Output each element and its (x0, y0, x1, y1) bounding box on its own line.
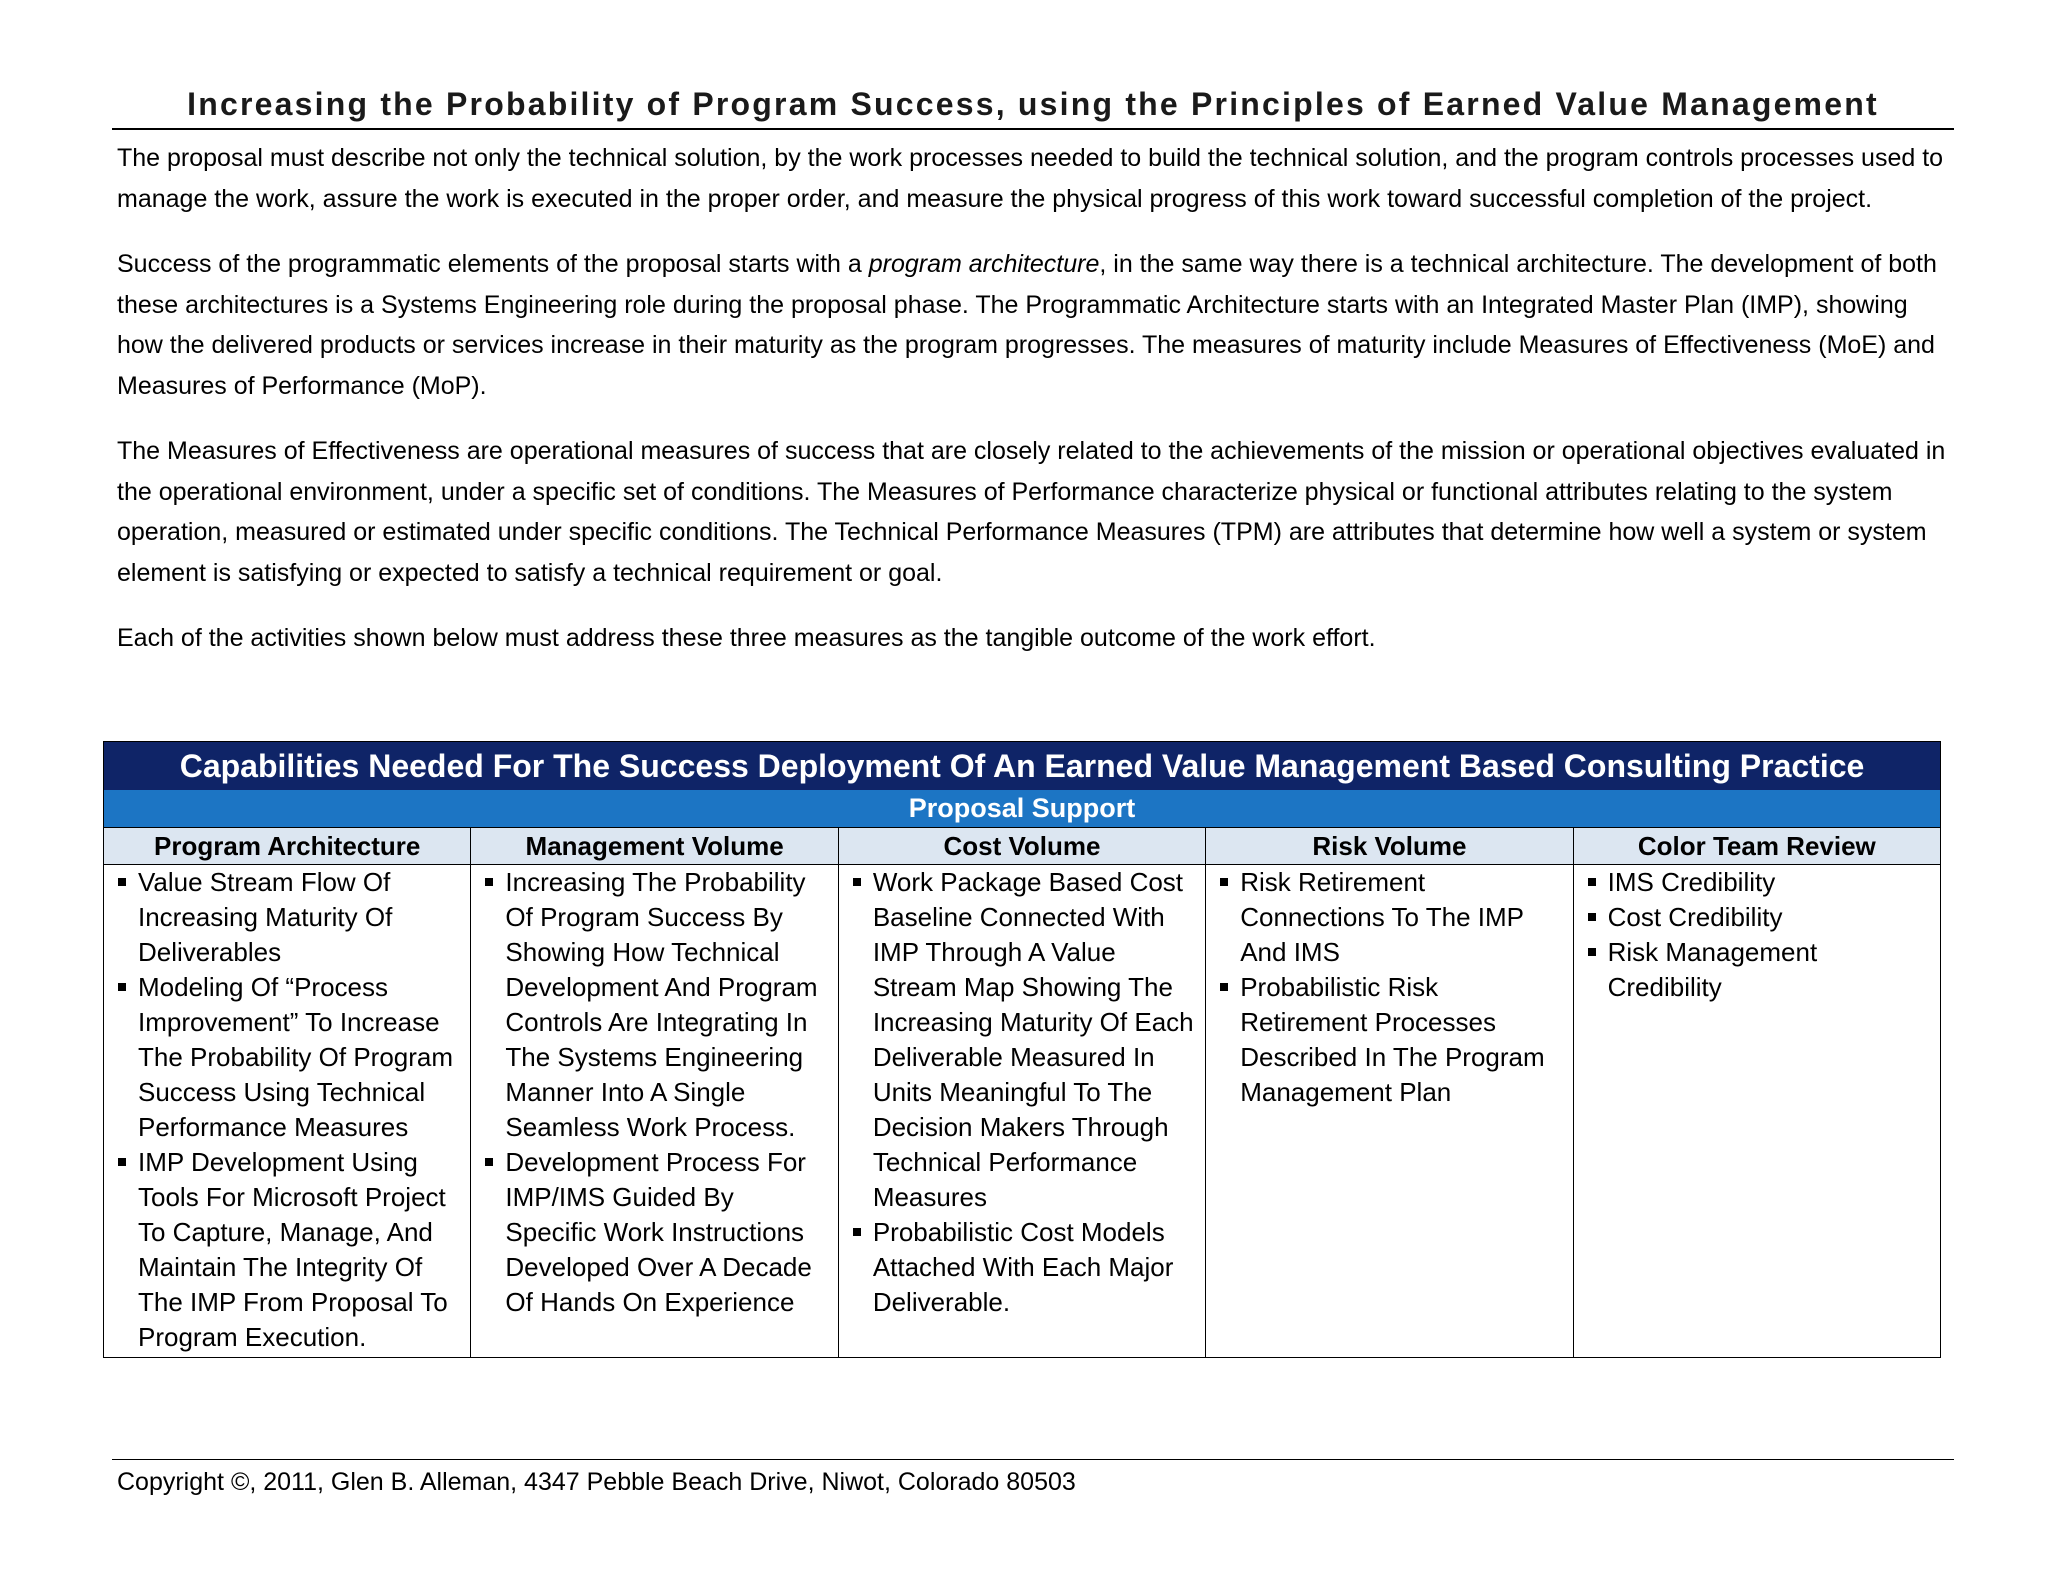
list-item (116, 970, 462, 1145)
footer-divider (112, 1459, 1954, 1460)
bullet-list (483, 865, 829, 1320)
title-divider (112, 128, 1954, 130)
list-item (851, 1215, 1197, 1320)
list-item (1218, 970, 1564, 1110)
list-item (116, 865, 462, 970)
paragraph-2-start: Success of the programmatic elements of the proposal starts with a (117, 250, 869, 278)
column-header-program-architecture: Program Architecture (154, 831, 421, 861)
square-bullet-icon (1220, 983, 1228, 991)
list-item-text: IMS Credibility (1607, 867, 1776, 897)
document-title: Increasing the Probability of Program Success, using the Principles of Earned Value Management (187, 86, 1879, 122)
square-bullet-icon (1220, 878, 1228, 886)
column-body-program-architecture (104, 865, 470, 1357)
capabilities-table-subheader: Proposal Support (104, 790, 1940, 827)
list-item (1586, 935, 1932, 1005)
column-body-cost-volume (838, 865, 1205, 1357)
paragraph-2 (117, 244, 1957, 406)
square-bullet-icon (485, 1158, 493, 1166)
list-item (483, 1145, 829, 1320)
list-item-text: Risk Retirement Connections To The IMP And IMS (1240, 867, 1524, 967)
paragraph-2-emphasis: program architecture (868, 250, 1100, 278)
square-bullet-icon (1588, 878, 1596, 886)
list-item-text: Risk Management Credibility (1607, 937, 1818, 1002)
capabilities-table-header: Capabilities Needed For The Success Deployment Of An Earned Value Management Based Consulting Practice (104, 742, 1940, 790)
body-text (117, 138, 1957, 659)
square-bullet-icon (853, 878, 861, 886)
list-item (1586, 900, 1932, 935)
column-body-risk-volume (1205, 865, 1572, 1357)
paragraph-3: The Measures of Effectiveness are operational measures of success that are closely related to the achievements of the mission or operational objectives evaluated in the operational environment, under a specific set of conditions. The Measures of Performance characterize physical or functional attributes relating to the system operation, measured or estimated under specific conditions. The Technical Performance Measures (TPM) are attributes that determine how well a system or system element is satisfying or expected to satisfy a technical requirement or goal. (117, 437, 1946, 587)
list-item-text: Cost Credibility (1607, 902, 1783, 932)
paragraph-1: The proposal must describe not only the technical solution, by the work processes needed to build the technical solution, and the program controls processes used to manage the work, assure the work is executed in the proper order, and measure the physical progress of this work toward successful completion of the project. (117, 144, 1944, 213)
column-body-management-volume (470, 865, 837, 1357)
capabilities-table (103, 741, 1941, 1358)
column-body-color-team-review (1573, 865, 1940, 1357)
column-headers-row (104, 827, 1940, 865)
column-header-risk-volume: Risk Volume (1205, 828, 1572, 864)
list-item-text: Work Package Based Cost Baseline Connected With IMP Through A Value Stream Map Showing The Increasing Maturity Of Each Deliverable Measured In Units Meaningful To The Decision Makers Through Technical Performance Measures (872, 867, 1194, 1212)
square-bullet-icon (1588, 948, 1596, 956)
square-bullet-icon (118, 1158, 126, 1166)
list-item (483, 865, 829, 1145)
square-bullet-icon (485, 878, 493, 886)
column-header-cost-volume: Cost Volume (838, 828, 1205, 864)
column-bodies-row (104, 865, 1940, 1357)
paragraph-4: Each of the activities shown below must address these three measures as the tangible outcome of the work effort. (117, 624, 1376, 652)
list-item-text: Value Stream Flow Of Increasing Maturity Of Deliverables (138, 867, 393, 967)
square-bullet-icon (853, 1228, 861, 1236)
list-item (116, 1145, 462, 1355)
list-item (851, 865, 1197, 1215)
list-item (1218, 865, 1564, 970)
list-item-text: Probabilistic Cost Models Attached With Each Major Deliverable. (872, 1217, 1174, 1317)
square-bullet-icon (118, 878, 126, 886)
bullet-list (116, 865, 462, 1355)
list-item-text: IMP Development Using Tools For Microsoft Project To Capture, Manage, And Maintain The Integrity Of The IMP From Proposal To Program Execution. (138, 1147, 448, 1352)
list-item (1586, 865, 1932, 900)
bullet-list (1218, 865, 1564, 1110)
list-item-text: Probabilistic Risk Retirement Processes Described In The Program Management Plan (1240, 972, 1545, 1107)
column-header-color-team-review: Color Team Review (1573, 828, 1940, 864)
bullet-list (851, 865, 1197, 1320)
paragraph-2-end: , in the same way there is a technical architecture. The development of both these architectures is a Systems Engineering role during the proposal phase. The Programmatic Architecture starts with an Integrated Master Plan (IMP), showing how the delivered products or services increase in their maturity as the program progresses. The measures of maturity include Measures of Effectiveness (MoE) and Measures of Performance (MoP). (117, 250, 1937, 400)
footer-copyright: Copyright ©, 2011, Glen B. Alleman, 4347 Pebble Beach Drive, Niwot, Colorado 80503 (117, 1468, 1076, 1496)
list-item-text: Modeling Of “Process Improvement” To Increase The Probability Of Program Success Using Technical Performance Measures (138, 972, 454, 1142)
list-item-text: Development Process For IMP/IMS Guided By Specific Work Instructions Developed Over A Decade Of Hands On Experience (505, 1147, 812, 1317)
column-header-management-volume: Management Volume (470, 828, 837, 864)
list-item-text: Increasing The Probability Of Program Success By Showing How Technical Development And Program Controls Are Integrating In The Systems Engineering Manner Into A Single Seamless Work Process. (505, 867, 818, 1142)
square-bullet-icon (1588, 913, 1596, 921)
square-bullet-icon (118, 983, 126, 991)
bullet-list (1586, 865, 1932, 1005)
